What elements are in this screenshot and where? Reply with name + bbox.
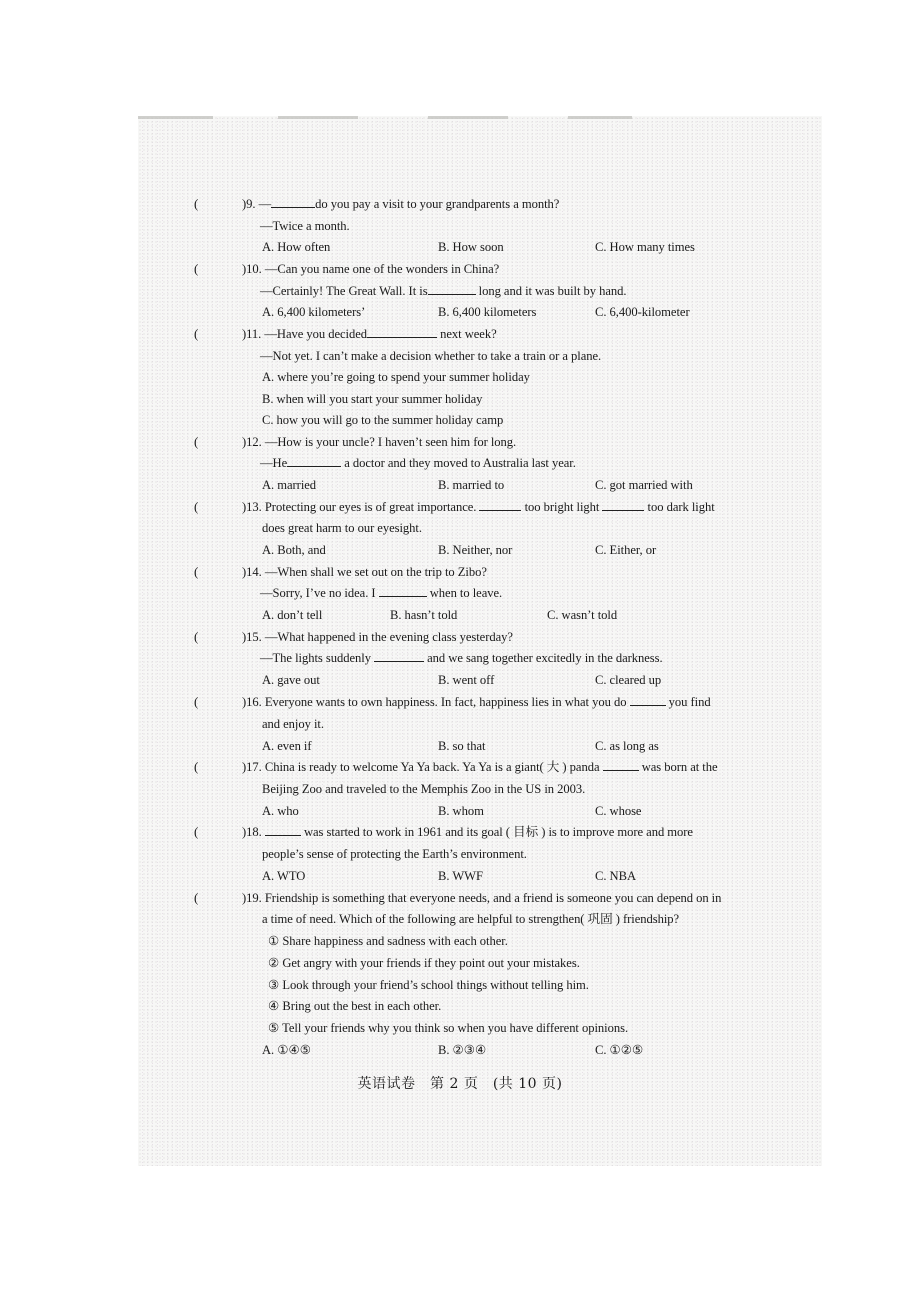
dialogue-line: —Sorry, I’ve no idea. I when to leave.: [260, 586, 503, 600]
question-stem: )11. —Have you decided next week?: [242, 327, 497, 341]
option-b[interactable]: B. went off: [438, 673, 495, 687]
dialogue-line: —He a doctor and they moved to Australia last year.: [260, 456, 576, 470]
option-a[interactable]: A. How often: [262, 240, 331, 254]
option-c[interactable]: C. cleared up: [595, 673, 662, 687]
option-c[interactable]: C. how you will go to the summer holiday camp: [262, 413, 504, 427]
option-a[interactable]: A. where you’re going to spend your summer holiday: [262, 370, 530, 384]
fill-blank[interactable]: [479, 499, 521, 511]
option-a[interactable]: A. ①④⑤: [262, 1043, 311, 1057]
option-a[interactable]: A. Both, and: [262, 543, 326, 557]
scan-edge: [568, 116, 632, 119]
fill-blank[interactable]: [602, 499, 644, 511]
question-continuation: and enjoy it.: [262, 717, 324, 731]
option-a[interactable]: A. 6,400 kilometers’: [262, 305, 366, 319]
fill-blank[interactable]: [428, 283, 476, 295]
option-c[interactable]: C. 6,400-kilometer: [595, 305, 690, 319]
question-continuation: does great harm to our eyesight.: [262, 521, 422, 535]
fill-blank[interactable]: [374, 650, 424, 662]
answer-paren[interactable]: (: [194, 564, 199, 579]
statement-item-1: ① Share happiness and sadness with each other.: [268, 934, 508, 948]
option-a[interactable]: A. gave out: [262, 673, 320, 687]
option-c[interactable]: C. ①②⑤: [595, 1043, 644, 1057]
answer-paren[interactable]: (: [194, 759, 199, 774]
answer-paren[interactable]: (: [194, 824, 199, 839]
question-stem: )12. —How is your uncle? I haven’t seen him for long.: [242, 435, 517, 449]
option-c[interactable]: C. wasn’t told: [547, 608, 618, 622]
scan-edge: [428, 116, 508, 119]
answer-paren[interactable]: (: [194, 629, 199, 644]
option-a[interactable]: A. don’t tell: [262, 608, 323, 622]
question-stem: )10. —Can you name one of the wonders in China?: [242, 262, 500, 276]
option-b[interactable]: B. How soon: [438, 240, 504, 254]
statement-item-2: ② Get angry with your friends if they point out your mistakes.: [268, 956, 580, 970]
question-stem: )19. Friendship is something that everyone needs, and a friend is someone you can depend on in: [242, 891, 722, 905]
page-footer: 英语试卷 第 2 页 (共 10 页): [357, 1076, 563, 1092]
option-b[interactable]: B. WWF: [438, 869, 483, 883]
answer-paren[interactable]: (: [194, 434, 199, 449]
answer-paren[interactable]: (: [194, 499, 199, 514]
fill-blank[interactable]: [367, 326, 437, 338]
question-stem: )14. —When shall we set out on the trip to Zibo?: [242, 565, 487, 579]
answer-paren[interactable]: (: [194, 890, 199, 905]
option-a[interactable]: A. who: [262, 804, 299, 818]
option-a[interactable]: A. even if: [262, 739, 312, 753]
question-continuation: people’s sense of protecting the Earth’s environment.: [262, 847, 527, 861]
statement-item-4: ④ Bring out the best in each other.: [268, 999, 442, 1013]
option-c[interactable]: C. got married with: [595, 478, 693, 492]
option-b[interactable]: B. married to: [438, 478, 505, 492]
fill-blank[interactable]: [287, 455, 341, 467]
option-b[interactable]: B. hasn’t told: [390, 608, 458, 622]
statement-item-5: ⑤ Tell your friends why you think so when you have different opinions.: [268, 1021, 629, 1035]
fill-blank[interactable]: [379, 585, 427, 597]
option-c[interactable]: C. How many times: [595, 240, 695, 254]
option-a[interactable]: A. married: [262, 478, 317, 492]
answer-paren[interactable]: (: [194, 261, 199, 276]
question-stem: )16. Everyone wants to own happiness. In fact, happiness lies in what you do you find: [242, 695, 711, 709]
answer-paren[interactable]: (: [194, 326, 199, 341]
statement-item-3: ③ Look through your friend’s school things without telling him.: [268, 978, 589, 992]
option-c[interactable]: C. Either, or: [595, 543, 657, 557]
dialogue-line: —The lights suddenly and we sang together excitedly in the darkness.: [260, 651, 663, 665]
option-a[interactable]: A. WTO: [262, 869, 306, 883]
fill-blank[interactable]: [630, 694, 666, 706]
dialogue-line: —Twice a month.: [260, 219, 350, 233]
question-stem: )17. China is ready to welcome Ya Ya back. Ya Ya is a giant( 大 ) panda was born at the: [242, 760, 718, 774]
dialogue-line: —Certainly! The Great Wall. It is long and it was built by hand.: [260, 284, 627, 298]
scan-edge: [278, 116, 358, 119]
dialogue-line: —Not yet. I can’t make a decision whether to take a train or a plane.: [260, 349, 602, 363]
question-stem: )15. —What happened in the evening class yesterday?: [242, 630, 513, 644]
option-b[interactable]: B. whom: [438, 804, 484, 818]
question-stem: )18. was started to work in 1961 and its goal ( 目标 ) is to improve more and more: [242, 825, 693, 839]
question-stem: )13. Protecting our eyes is of great importance. too bright light too dark light: [242, 500, 715, 514]
question-continuation: Beijing Zoo and traveled to the Memphis Zoo in the US in 2003.: [262, 782, 586, 796]
option-b[interactable]: B. when will you start your summer holiday: [262, 392, 483, 406]
option-b[interactable]: B. so that: [438, 739, 486, 753]
option-c[interactable]: C. as long as: [595, 739, 659, 753]
option-b[interactable]: B. 6,400 kilometers: [438, 305, 537, 319]
answer-paren[interactable]: (: [194, 694, 199, 709]
fill-blank[interactable]: [265, 824, 301, 836]
question-continuation: a time of need. Which of the following are helpful to strengthen( 巩固 ) friendship?: [262, 912, 680, 926]
fill-blank[interactable]: [603, 759, 639, 771]
fill-blank[interactable]: [271, 196, 315, 208]
option-b[interactable]: B. ②③④: [438, 1043, 487, 1057]
option-c[interactable]: C. NBA: [595, 869, 636, 883]
question-stem: )9. — do you pay a visit to your grandparents a month?: [242, 197, 560, 211]
option-b[interactable]: B. Neither, nor: [438, 543, 513, 557]
answer-paren[interactable]: (: [194, 196, 199, 211]
option-c[interactable]: C. whose: [595, 804, 642, 818]
scan-edge: [138, 116, 213, 119]
